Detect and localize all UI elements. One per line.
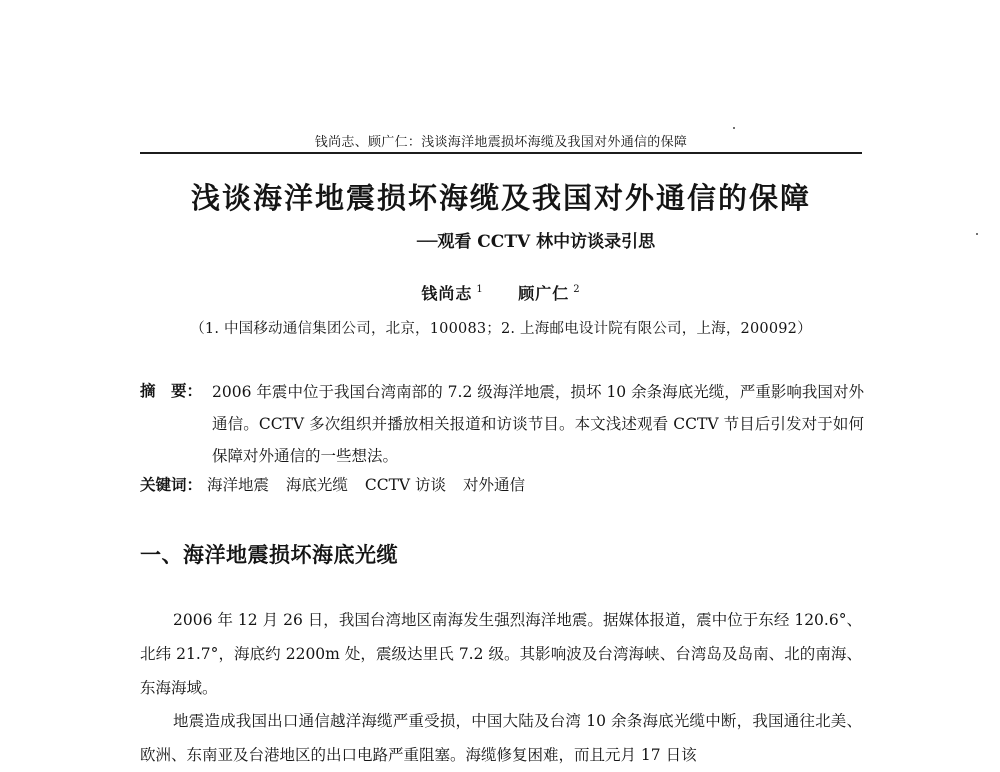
scan-speck	[733, 127, 735, 129]
keyword: 海洋地震	[206, 476, 269, 494]
paper-title: 浅谈海洋地震损坏海缆及我国对外通信的保障	[190, 181, 811, 215]
keyword: 海底光缆	[285, 476, 348, 494]
author-affiliation-mark: 1	[476, 284, 484, 295]
paper-subtitle: ──观看 CCTV 林中访谈录引思	[416, 232, 656, 252]
author-name: 钱尚志	[421, 284, 473, 303]
author	[421, 281, 483, 304]
abstract-text: 2006 年震中位于我国台湾南部的 7.2 级海洋地震，损坏 10 余条海底光缆，严重影响我国对外通信。CCTV 多次组织并播放相关报道和访谈节目。本文浅述观看 CCTV 节目后引发对于如何保障对外通信的一些想法。	[212, 383, 864, 465]
header-rule	[140, 152, 862, 154]
running-header: 钱尚志、顾广仁：浅谈海洋地震损坏海缆及我国对外通信的保障	[314, 135, 688, 150]
body-paragraph: 地震造成我国出口通信越洋海缆严重受损，中国大陆及台湾 10 余条海底光缆中断，我国通往北美、欧洲、东南亚及台港地区的出口电路严重阻塞。海缆修复困难，而且元月 17 日该	[140, 712, 862, 764]
keywords	[140, 473, 537, 495]
body-paragraph: 2006 年 12 月 26 日，我国台湾地区南海发生强烈海洋地震。据媒体报道，震中位于东经 120.6°、北纬 21.7°，海底约 2200m 处，震级达里氏 7.2 级。其影响波及台湾海峡、台湾岛及岛南、北的南海、东海海域。	[140, 611, 862, 697]
keyword: CCTV 访谈	[364, 476, 447, 494]
section-heading: 一、海洋地震损坏海底光缆	[140, 543, 398, 567]
author-name: 顾广仁	[518, 284, 570, 303]
author-list	[140, 281, 862, 304]
author-affiliation-mark: 2	[573, 284, 581, 295]
keyword: 对外通信	[462, 476, 525, 494]
keywords-label: 关键词：	[140, 475, 203, 494]
affiliations: （1. 中国移动通信集团公司，北京，100083；2. 上海邮电设计院有限公司，上海，200092）	[190, 321, 812, 337]
scan-speck	[976, 233, 978, 235]
author	[518, 281, 580, 304]
abstract-label: 摘 要：	[140, 381, 203, 400]
